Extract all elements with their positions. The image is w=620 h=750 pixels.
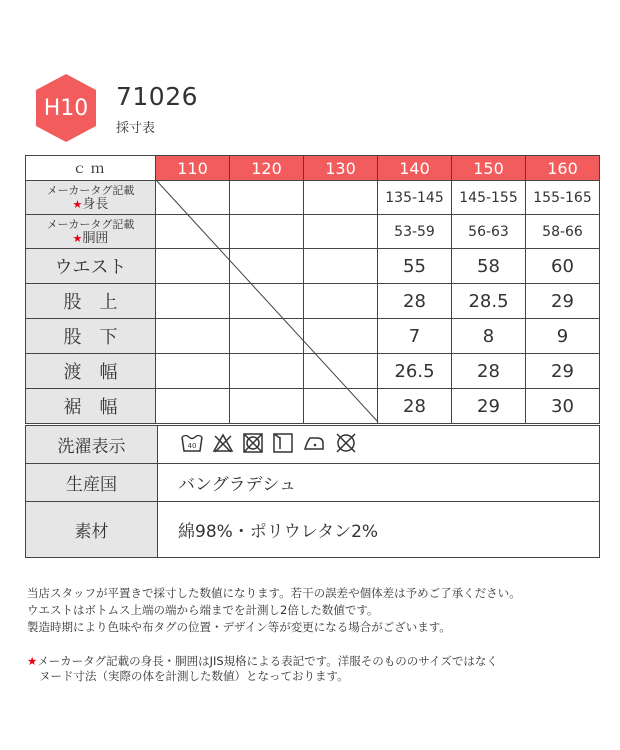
table-cell	[156, 249, 230, 284]
note-line: ウエストはボトムス上端の端から端までを計測し2倍した数値です。	[27, 603, 379, 617]
product-subtitle: 採寸表	[116, 121, 156, 136]
country-value: バングラデシュ	[158, 464, 600, 502]
row-label: ウエスト	[26, 249, 156, 284]
table-cell: 135-145	[378, 181, 452, 215]
table-cell: 60	[526, 249, 600, 284]
unit-header: ｃｍ	[26, 156, 156, 181]
size-table	[25, 155, 600, 424]
table-row	[26, 354, 600, 389]
no-dry-clean-icon	[334, 431, 358, 459]
iron-low-icon	[302, 433, 326, 457]
size-header: 160	[526, 156, 600, 181]
care-icons-cell	[158, 426, 600, 464]
table-cell	[156, 319, 230, 354]
row-label-bottom: 身長	[82, 196, 109, 212]
table-cell: 145-155	[452, 181, 526, 215]
table-row	[26, 389, 600, 424]
info-table	[25, 425, 600, 558]
table-cell: 58-66	[526, 215, 600, 249]
table-cell: 28	[378, 389, 452, 424]
table-cell: 29	[526, 354, 600, 389]
row-label-top: メーカータグ記載	[46, 183, 135, 197]
care-label: 洗濯表示	[26, 426, 158, 464]
table-cell: 155-165	[526, 181, 600, 215]
jis-note-line2: ヌード寸法（実際の体を計測した数値）となっております。	[39, 669, 349, 683]
table-cell	[230, 284, 304, 319]
table-cell: 53-59	[378, 215, 452, 249]
size-header: 120	[230, 156, 304, 181]
table-cell	[156, 181, 230, 215]
star-mark: ★	[27, 654, 38, 668]
table-cell	[304, 215, 378, 249]
table-cell: 56-63	[452, 215, 526, 249]
care-icons	[158, 431, 599, 459]
table-cell	[230, 389, 304, 424]
table-row	[26, 181, 600, 215]
table-cell	[304, 284, 378, 319]
size-header-row	[26, 156, 600, 181]
table-cell	[230, 181, 304, 215]
table-cell: 7	[378, 319, 452, 354]
table-cell	[156, 389, 230, 424]
table-cell: 58	[452, 249, 526, 284]
table-cell: 28	[378, 284, 452, 319]
row-label-waist-girth	[26, 215, 156, 249]
note-line: 製造時期により色味や布タグの位置・デザイン等が変更になる場合がございます。	[27, 620, 451, 634]
table-cell	[304, 249, 378, 284]
note-line: 当店スタッフが平置きで採寸した数値になります。若干の誤差や個体差は予めご了承ください。	[27, 586, 521, 600]
product-code: 71026	[116, 82, 199, 111]
table-cell: 28.5	[452, 284, 526, 319]
table-cell	[304, 181, 378, 215]
row-label: 股 下	[26, 319, 156, 354]
table-cell: 8	[452, 319, 526, 354]
table-cell: 30	[526, 389, 600, 424]
row-label: 股 上	[26, 284, 156, 319]
row-label: 渡 幅	[26, 354, 156, 389]
table-cell	[304, 354, 378, 389]
table-cell: 29	[526, 284, 600, 319]
size-header: 130	[304, 156, 378, 181]
table-cell	[230, 319, 304, 354]
line-dry-icon	[272, 432, 294, 458]
no-tumble-dry-icon	[242, 432, 264, 458]
material-label: 素材	[26, 502, 158, 558]
star-mark: ★	[72, 231, 83, 245]
size-header: 140	[378, 156, 452, 181]
row-label-height	[26, 181, 156, 215]
table-row	[26, 319, 600, 354]
table-cell: 26.5	[378, 354, 452, 389]
table-cell	[304, 319, 378, 354]
star-mark: ★	[72, 197, 83, 211]
country-label: 生産国	[26, 464, 158, 502]
size-header: 150	[452, 156, 526, 181]
table-cell	[156, 354, 230, 389]
material-row	[26, 502, 600, 558]
table-cell: 9	[526, 319, 600, 354]
table-row	[26, 284, 600, 319]
row-label-bottom: 胴囲	[82, 230, 109, 246]
care-row	[26, 426, 600, 464]
table-cell	[156, 215, 230, 249]
wash-40-icon	[180, 432, 204, 458]
table-cell: 29	[452, 389, 526, 424]
size-badge	[34, 72, 98, 144]
row-label-top: メーカータグ記載	[46, 217, 135, 231]
table-cell	[230, 249, 304, 284]
table-cell	[156, 284, 230, 319]
row-label: 裾 幅	[26, 389, 156, 424]
notes	[27, 585, 521, 636]
jis-note	[27, 654, 498, 684]
table-cell	[230, 354, 304, 389]
table-cell	[304, 389, 378, 424]
table-cell: 55	[378, 249, 452, 284]
material-value: 綿98%・ポリウレタン2%	[158, 502, 600, 558]
badge-label: H10	[43, 95, 89, 121]
size-header: 110	[156, 156, 230, 181]
table-row	[26, 215, 600, 249]
table-cell	[230, 215, 304, 249]
wash-temp: 40	[187, 441, 197, 450]
table-cell: 28	[452, 354, 526, 389]
no-bleach-icon	[212, 433, 234, 457]
country-row	[26, 464, 600, 502]
jis-note-line1: メーカータグ記載の身長・胴囲はJIS規格による表記です。洋服そのもののサイズではなく	[37, 654, 498, 668]
table-row	[26, 249, 600, 284]
